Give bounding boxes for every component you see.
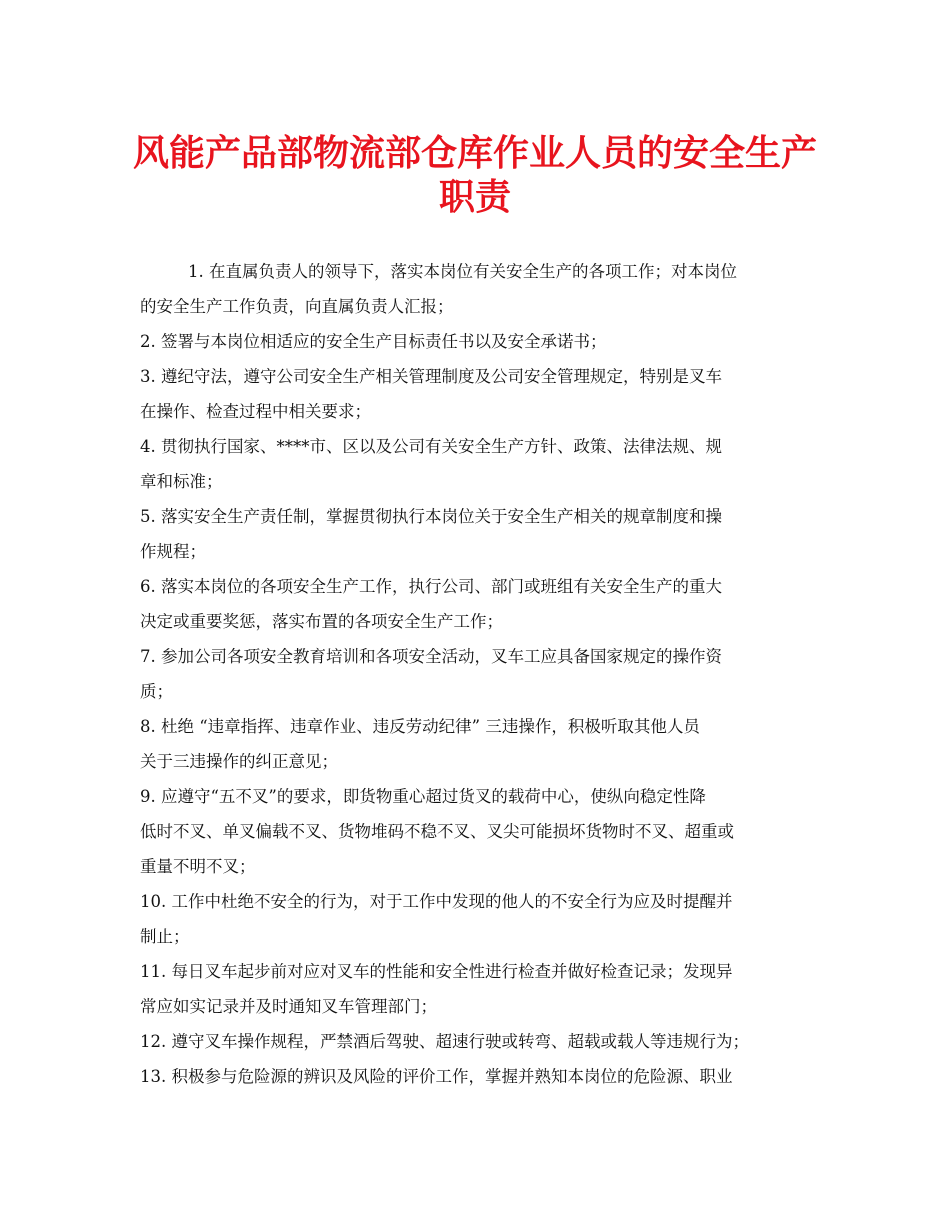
body-line: 决定或重要奖惩，落实布置的各项安全生产工作； (140, 612, 503, 631)
body-line: 的安全生产工作负责，向直属负责人汇报； (140, 297, 454, 316)
document-body (140, 254, 812, 1094)
body-line: 常应如实记录并及时通知叉车管理部门； (140, 997, 437, 1016)
body-line: 5. 落实安全生产责任制，掌握贯彻执行本岗位关于安全生产相关的规章制度和操 (140, 507, 722, 526)
body-line: 在操作、检查过程中相关要求； (140, 402, 371, 421)
body-line: 作规程； (140, 542, 206, 561)
body-line: 3. 遵纪守法，遵守公司安全生产相关管理制度及公司安全管理规定，特别是叉车 (140, 367, 722, 386)
body-line: 8. 杜绝 “违章指挥、违章作业、违反劳动纪律” 三违操作，积极听取其他人员 (140, 717, 700, 736)
body-line: 质； (140, 682, 173, 701)
body-line: 9. 应遵守“五不叉”的要求，即货物重心超过货叉的载荷中心，使纵向稳定性降 (140, 787, 706, 806)
body-line: 关于三违操作的纠正意见； (140, 752, 338, 771)
body-line: 章和标准； (140, 472, 223, 491)
body-line: 7. 参加公司各项安全教育培训和各项安全活动，叉车工应具备国家规定的操作资 (140, 647, 722, 666)
body-line: 制止； (140, 927, 190, 946)
body-line: 2. 签署与本岗位相适应的安全生产目标责任书以及安全承诺书； (140, 332, 607, 351)
body-line: 1. 在直属负责人的领导下，落实本岗位有关安全生产的各项工作；对本岗位 (188, 262, 737, 281)
body-line: 11. 每日叉车起步前对应对叉车的性能和安全性进行检查并做好检查记录；发现异 (140, 962, 733, 981)
document-title-continued: 职责 (438, 176, 511, 218)
body-line: 10. 工作中杜绝不安全的行为，对于工作中发现的他人的不安全行为应及时提醒并 (140, 892, 733, 911)
body-line: 4. 贯彻执行国家、****市、区以及公司有关安全生产方针、政策、法律法规、规 (140, 437, 722, 456)
body-line: 13. 积极参与危险源的辨识及风险的评价工作，掌握并熟知本岗位的危险源、职业 (140, 1067, 733, 1086)
body-line: 12. 遵守叉车操作规程，严禁酒后驾驶、超速行驶或转弯、超载或载人等违规行为； (140, 1032, 749, 1051)
body-line: 6. 落实本岗位的各项安全生产工作，执行公司、部门或班组有关安全生产的重大 (140, 577, 722, 596)
body-line: 低时不叉、单叉偏载不叉、货物堆码不稳不叉、叉尖可能损坏货物时不叉、超重或 (140, 822, 734, 841)
body-line: 重量不明不叉； (140, 857, 256, 876)
document-title: 风能产品部物流部仓库作业人员的安全生产 (132, 132, 817, 174)
